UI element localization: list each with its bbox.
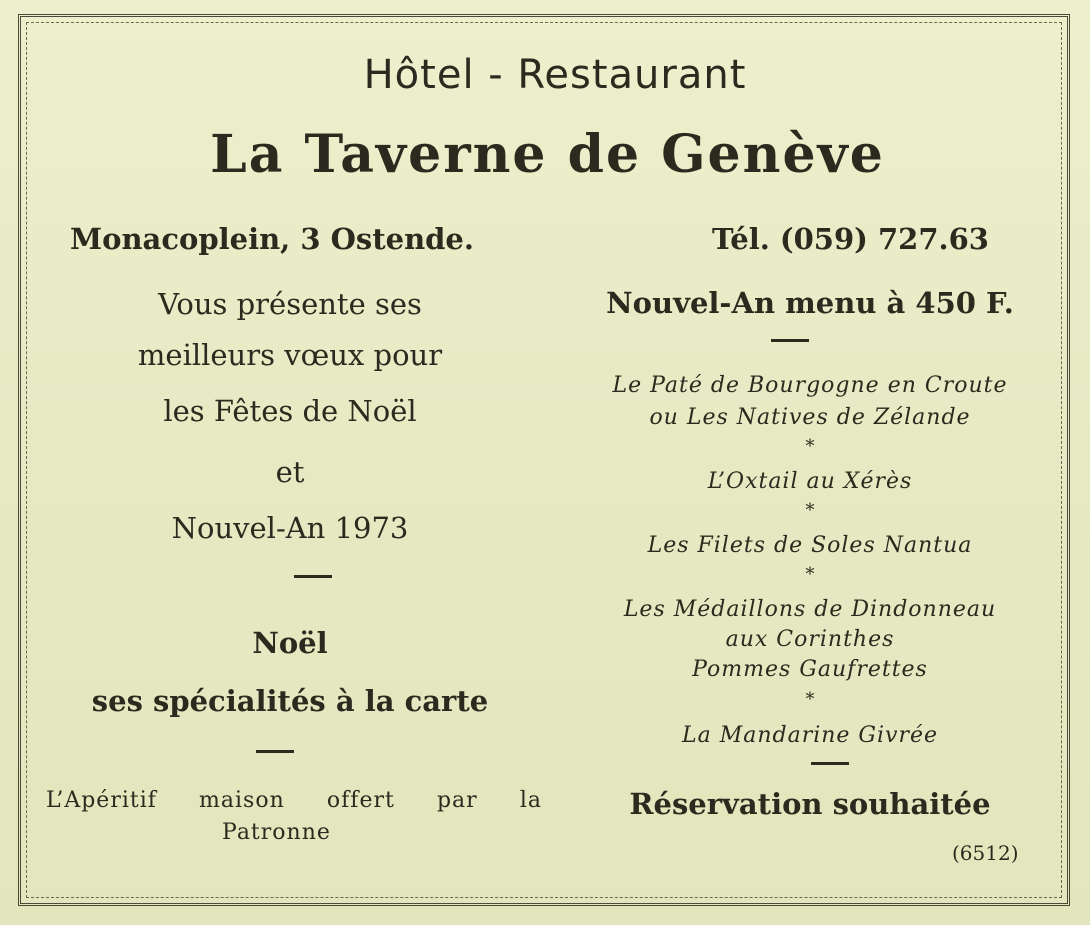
- greeting-line: et: [275, 455, 305, 489]
- menu-course: Les Filets de Soles Nantua: [647, 533, 973, 558]
- address: Monacoplein, 3 Ostende.: [70, 222, 474, 256]
- greeting-line: Nouvel-An 1973: [171, 511, 409, 545]
- course-separator: *: [805, 564, 815, 585]
- hotel-restaurant-heading: Hôtel - Restaurant: [363, 52, 747, 98]
- ad-code: (6512): [952, 841, 1019, 865]
- greeting-line: Vous présente ses: [158, 287, 422, 321]
- phone-number: Tél. (059) 727.63: [712, 222, 989, 256]
- divider: [771, 339, 809, 342]
- aperitif-line: Patronne: [222, 820, 331, 845]
- aperitif-line: L’Apéritif maison offert par la: [46, 788, 542, 813]
- course-separator: *: [805, 689, 815, 710]
- course-separator: *: [805, 500, 815, 521]
- menu-course: ou Les Natives de Zélande: [649, 405, 971, 430]
- menu-course: Le Paté de Bourgogne en Croute: [612, 373, 1008, 398]
- greeting-line: les Fêtes de Noël: [163, 394, 417, 428]
- menu-course: aux Corinthes: [725, 627, 895, 652]
- menu-title: Nouvel-An menu à 450 F.: [606, 286, 1014, 320]
- restaurant-name: La Taverne de Genève: [210, 124, 885, 185]
- course-separator: *: [805, 436, 815, 457]
- noel-title: Noël: [252, 626, 328, 660]
- menu-course: Les Médaillons de Dindonneau: [623, 597, 997, 622]
- noel-subtitle: ses spécialités à la carte: [91, 684, 489, 718]
- greeting-line: meilleurs vœux pour: [137, 338, 443, 372]
- divider: [294, 575, 332, 578]
- divider: [811, 762, 849, 765]
- menu-course: L’Oxtail au Xérès: [707, 469, 913, 494]
- divider: [256, 750, 294, 753]
- reservation-note: Réservation souhaitée: [629, 787, 991, 821]
- menu-course: La Mandarine Givrée: [681, 723, 939, 748]
- menu-course: Pommes Gaufrettes: [692, 657, 928, 682]
